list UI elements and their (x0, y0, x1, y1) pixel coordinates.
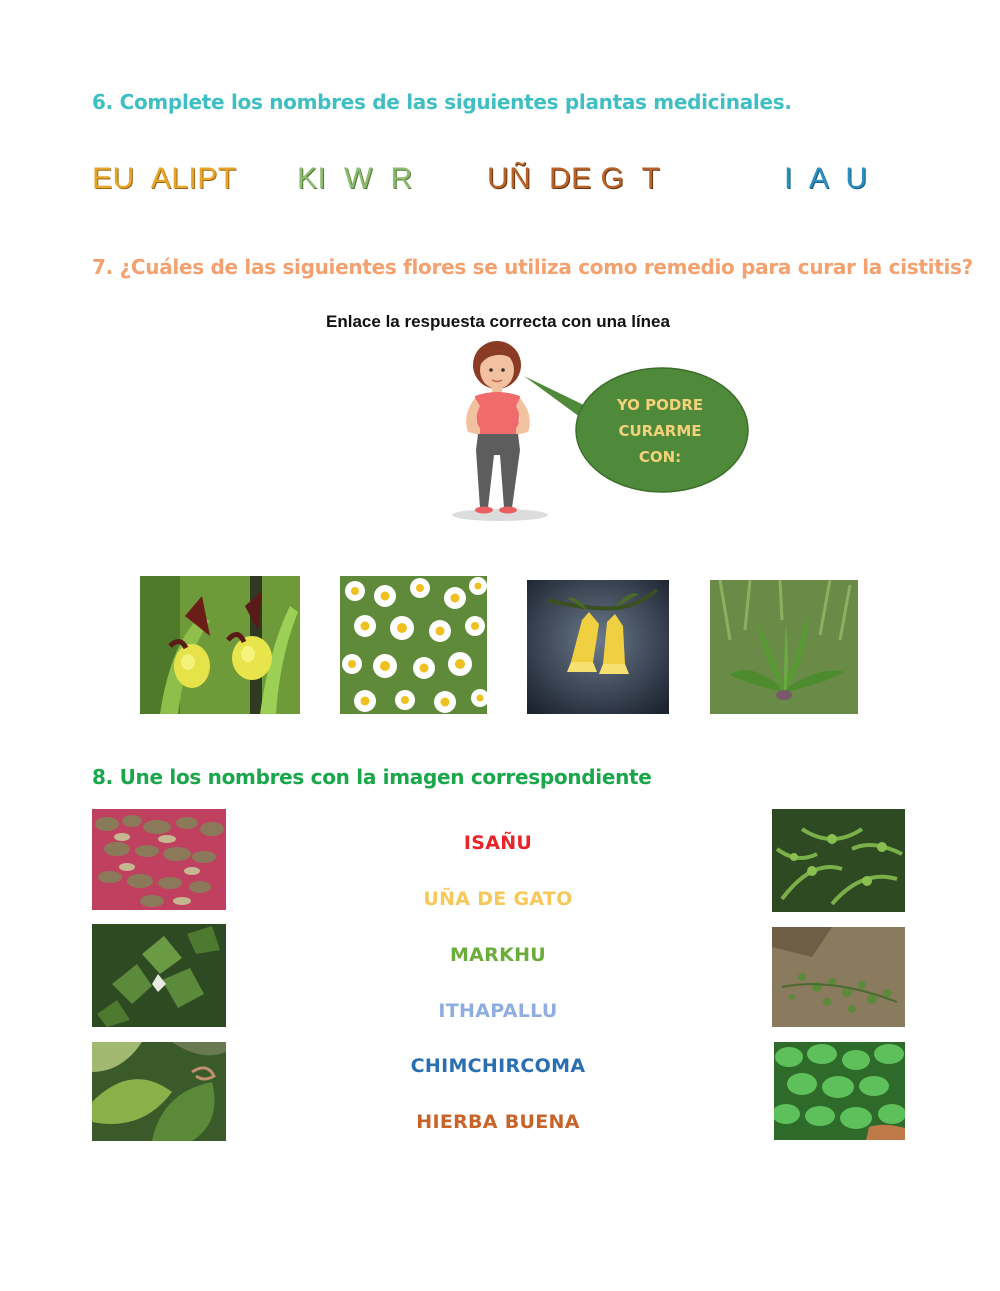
flower-photo-orchid (140, 576, 300, 714)
puzzle-word-4: I A U (784, 162, 868, 195)
plant-name-chimchircoma: CHIMCHIRCOMA (410, 1055, 586, 1077)
bubble-line-3: CON: (638, 448, 682, 466)
plant-name-isanu: ISAÑU (463, 832, 533, 854)
plant-name-hierba-buena: HIERBA BUENA (416, 1111, 580, 1133)
plant-name-una-de-gato: UÑA DE GATO (423, 888, 573, 910)
plant-name-ithapallu: ITHAPALLU (438, 1000, 558, 1022)
plant-photo-mint (774, 1042, 905, 1140)
flower-photo-plantain (710, 580, 858, 714)
flower-photo-chamomile (340, 576, 487, 714)
plant-photo-tubers (92, 809, 226, 910)
puzzle-word-3: UÑ DE G T (487, 162, 661, 195)
speech-bubble-text (590, 392, 730, 470)
plant-photo-vine-leaves (92, 1042, 226, 1141)
plant-photo-ferny-leaves (772, 809, 905, 912)
plant-photo-nettle (92, 924, 226, 1027)
puzzle-word-2: KI W R (297, 162, 413, 195)
bubble-line-2: CURARME (618, 422, 702, 440)
plant-photo-ground-herb (772, 927, 905, 1027)
section-6-title: 6. Complete los nombres de las siguientes plantas medicinales. (92, 90, 792, 114)
flower-photo-bellflower (527, 580, 669, 714)
instruction-text: Enlace la respuesta correcta con una línea (326, 312, 670, 331)
puzzle-word-1: EU ALIPT (92, 162, 237, 195)
section-8-title: 8. Une los nombres con la imagen correspondiente (92, 765, 652, 789)
plant-name-markhu: MARKHU (449, 944, 547, 966)
section-7-title: 7. ¿Cuáles de las siguientes flores se utiliza como remedio para curar la cistitis? (92, 255, 973, 279)
bubble-line-1: YO PODRE (616, 396, 704, 414)
